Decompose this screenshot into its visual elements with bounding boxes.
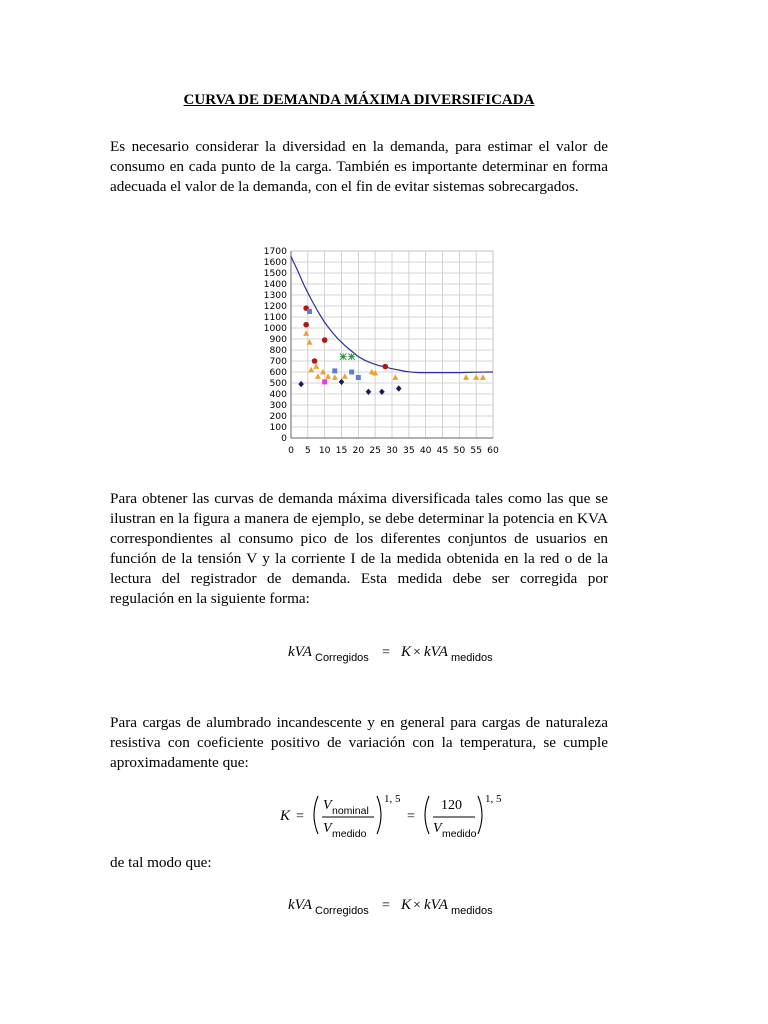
y-tick-label: 0	[281, 433, 287, 445]
y-tick-label: 1700	[263, 246, 287, 258]
eq2-exponent-2: 1, 5	[485, 793, 502, 805]
equation-kva-1	[288, 640, 508, 666]
x-tick-label: 50	[453, 445, 466, 456]
y-tick-label: 400	[269, 389, 287, 401]
x-tick-label: 55	[470, 445, 483, 456]
eq3-lhs-sub: Corregidos	[315, 905, 369, 917]
x-tick-label: 45	[436, 445, 449, 456]
eq2-right-paren	[377, 796, 381, 834]
green-asterisk-point	[340, 353, 346, 359]
x-tick-label: 35	[402, 445, 415, 456]
y-tick-label: 1600	[263, 257, 287, 269]
x-tick-label: 15	[335, 445, 348, 456]
eq2-num-var: V	[323, 798, 332, 813]
eq3-lhs: kVA	[288, 897, 312, 913]
y-tick-label: 1200	[263, 301, 287, 313]
eq2-den-var: V	[323, 821, 332, 836]
equation-k-factor	[280, 790, 520, 840]
x-tick-label: 0	[288, 445, 294, 456]
eq1-equals: =	[382, 645, 390, 660]
eq2-equals: =	[296, 809, 304, 824]
eq3-factor: K	[401, 897, 412, 913]
eq2-den-var-2: V	[433, 821, 442, 836]
y-tick-label: 700	[269, 356, 287, 368]
y-tick-label: 600	[269, 367, 287, 379]
x-tick-label: 40	[419, 445, 432, 456]
y-tick-label: 500	[269, 378, 287, 390]
green-asterisk-point	[348, 353, 354, 359]
eq1-times: ×	[413, 645, 421, 660]
red-circle-point	[312, 358, 318, 364]
demand-chart	[256, 238, 506, 464]
red-circle-point	[303, 322, 309, 328]
eq3-rhs: kVA	[424, 897, 448, 913]
eq1-rhs: kVA	[424, 644, 448, 660]
eq1-rhs-sub: medidos	[451, 652, 493, 664]
blue-square-point	[332, 368, 337, 373]
paragraph-resistive: Para cargas de alumbrado incandescente y en general para cargas de naturaleza resistiva con coeficiente positivo de variación con la temperatura, se cumple aproximadamente que:	[110, 714, 608, 771]
y-tick-label: 1100	[263, 312, 287, 324]
x-tick-label: 10	[318, 445, 331, 456]
eq2-left-paren	[314, 796, 318, 834]
y-tick-label: 1000	[263, 323, 287, 335]
eq2-exponent: 1, 5	[384, 793, 401, 805]
eq1-lhs: kVA	[288, 644, 312, 660]
paragraph-conclusion: de tal modo que:	[110, 854, 212, 871]
blue-square-point	[349, 370, 354, 375]
eq1-lhs-sub: Corregidos	[315, 652, 369, 664]
eq3-times: ×	[413, 898, 421, 913]
chart-svg	[256, 238, 506, 464]
eq2-den-sub: medido	[332, 828, 367, 840]
magenta-square-point	[322, 379, 327, 384]
eq2-left-paren-2	[425, 796, 429, 834]
eq2-equals2: =	[407, 809, 415, 824]
red-circle-point	[322, 337, 328, 343]
red-circle-point	[382, 364, 388, 370]
y-tick-label: 100	[269, 422, 287, 434]
eq2-num-value: 120	[441, 798, 462, 813]
blue-square-point	[356, 375, 361, 380]
y-tick-label: 300	[269, 400, 287, 412]
y-tick-label: 1400	[263, 279, 287, 291]
blue-square-point	[307, 309, 312, 314]
eq3-rhs-sub: medidos	[451, 905, 493, 917]
paragraph-intro: Es necesario considerar la diversidad en la demanda, para estimar el valor de consumo en cada punto de la carga. También es importante determinar en forma adecuada el valor de la demanda, con el fin de evitar sistemas sobrecargados.	[110, 138, 608, 195]
eq2-den-sub-2: medido	[442, 828, 477, 840]
eq2-lhs: K	[280, 808, 291, 824]
y-tick-label: 1300	[263, 290, 287, 302]
x-tick-label: 30	[386, 445, 398, 456]
eq2-right-paren-2	[478, 796, 482, 834]
eq2-num-sub: nominal	[332, 805, 369, 817]
x-tick-label: 20	[352, 445, 365, 456]
y-tick-label: 200	[269, 411, 287, 423]
x-tick-label: 60	[487, 445, 499, 456]
y-tick-label: 900	[269, 334, 287, 346]
document-title: CURVA DE DEMANDA MÁXIMA DIVERSIFICADA	[183, 92, 535, 108]
y-tick-label: 1500	[263, 268, 287, 280]
x-tick-label: 5	[304, 445, 311, 456]
eq3-equals: =	[382, 898, 390, 913]
equation-kva-2	[288, 893, 508, 919]
eq1-factor: K	[401, 644, 412, 660]
paragraph-curves: Para obtener las curvas de demanda máxima diversificada tales como las que se ilustran en la figura a manera de ejemplo, se debe determinar la potencia en KVA correspondientes al consumo pico de los diferentes conjuntos de usuarios en función de la tensión V y la corriente I de la medida obtenida en la red o de la lectura del registrador de demanda. Esta medida debe ser corregida por regulación en la siguiente forma:	[110, 490, 608, 607]
x-tick-label: 25	[369, 445, 382, 456]
y-tick-label: 800	[269, 345, 287, 357]
